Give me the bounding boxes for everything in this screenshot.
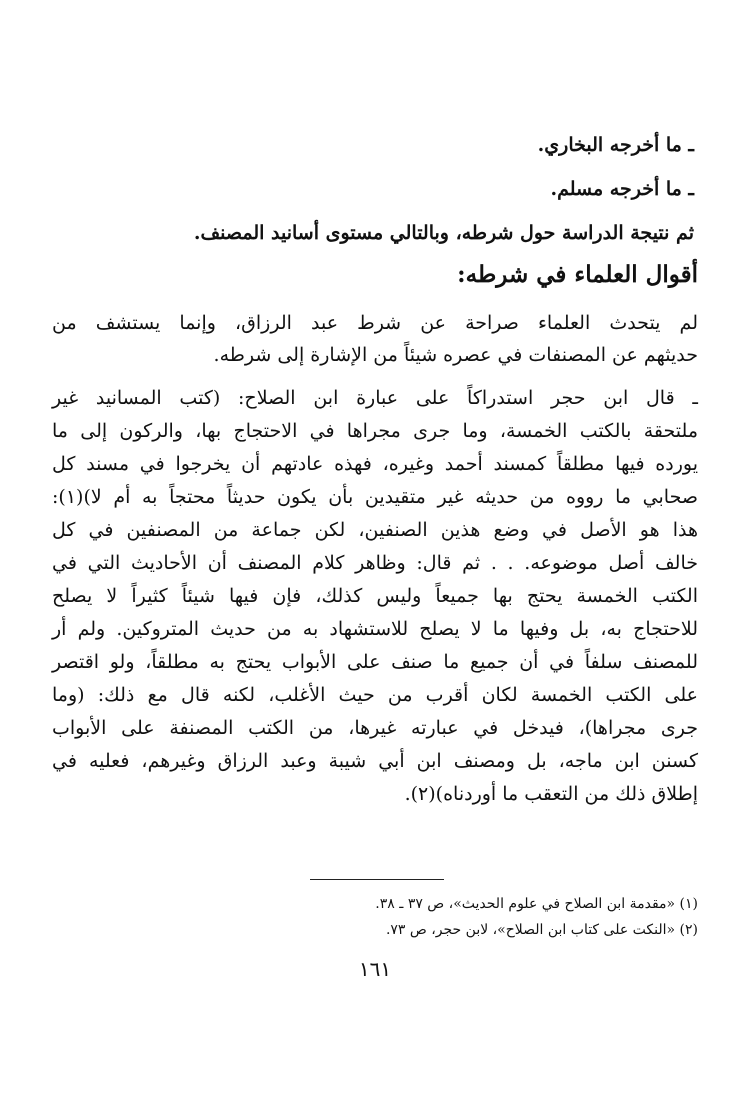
page-number: ١٦١ <box>358 957 392 981</box>
paragraph-2-line-8: للاحتجاج به، بل وفيها ما لا يصلح للاستشهاد به من حديث المتروكين. ولم أر <box>52 618 698 640</box>
paragraph-2-line-2: ملتحقة بالكتب الخمسة، وما جرى مجراها في الاحتجاج بها، والركون إلى ما <box>52 420 698 442</box>
paragraph-2-line-3: يورده فيها مطلقاً كمسند أحمد وغيره، فهذه عادتهم أن يخرجوا في مسند كل <box>52 453 698 475</box>
paragraph-2-line-7: الكتب الخمسة يحتج بها جميعاً وليس كذلك، فإن فيها شيئاً كثيراً لا يصلح <box>52 585 698 607</box>
paragraph-2-line-12: كسنن ابن ماجه، بل ومصنف ابن أبي شيبة وعبد الرزاق وغيرهم، فعليه في <box>52 750 698 772</box>
paragraph-1-line-1: لم يتحدث العلماء صراحة عن شرط عبد الرزاق، وإنما يستشف من <box>52 312 698 334</box>
paragraph-2-line-6: خالف أصل موضوعه. . . ثم قال: وظاهر كلام المصنف أن الأحاديث التي في <box>52 552 698 574</box>
paragraph-2-line-1: ـ قال ابن حجر استدراكاً على عبارة ابن الصلاح: (كتب المسانيد غير <box>52 387 698 409</box>
paragraph-2-line-13: إطلاق ذلك من التعقب ما أوردناه)(٢). <box>404 783 698 805</box>
paragraph-1-line-2: حديثهم عن المصنفات في عصره شيئاً من الإشارة إلى شرطه. <box>213 344 698 366</box>
paragraph-2-line-11: جرى مجراها)، فيدخل في عبارته غيرها، من الكتب المصنفة على الأبواب <box>52 717 698 739</box>
study-result-line: ثم نتيجة الدراسة حول شرطه، وبالتالي مستوى أسانيد المصنف. <box>193 222 694 244</box>
list-item-muslim: ـ ما أخرجه مسلم. <box>550 178 694 200</box>
footnote-1: (١) «مقدمة ابن الصلاح في علوم الحديث»، ص ٣٧ ـ ٣٨. <box>375 896 698 912</box>
paragraph-2-line-5: هذا هو الأصل في وضع هذين الصنفين، لكن جماعة من المصنفين في كل <box>52 519 698 541</box>
paragraph-2-line-4: صحابي ما رووه من حديثه غير متقيدين بأن يكون حديثاً محتجاً به أم لا)(١): <box>52 486 698 508</box>
paragraph-2-line-9: للمصنف سلفاً في أن جميع ما صنف على الأبواب يحتج به مطلقاً، ولو اقتصر <box>52 651 698 673</box>
paragraph-2-line-10: على الكتب الخمسة لكان أقرب من حيث الأغلب، لكنه قال مع ذلك: (وما <box>52 684 698 706</box>
list-item-bukhari: ـ ما أخرجه البخاري. <box>537 134 694 156</box>
footnote-divider <box>310 879 444 880</box>
section-heading: أقوال العلماء في شرطه: <box>457 261 698 288</box>
footnote-2: (٢) «النكت على كتاب ابن الصلاح»، لابن حجر، ص ٧٣. <box>385 922 698 938</box>
